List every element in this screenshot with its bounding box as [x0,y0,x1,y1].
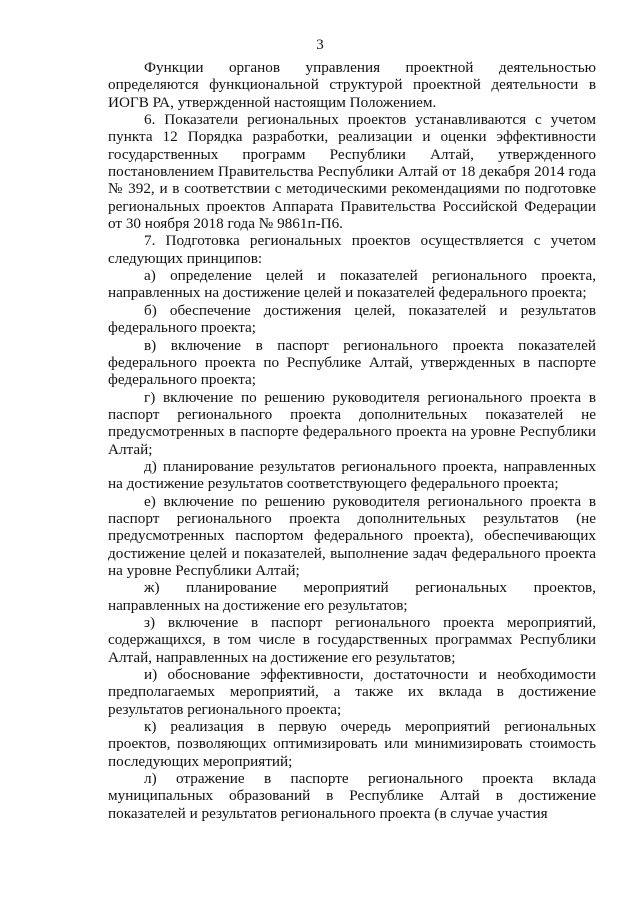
paragraph-subitem-l: л) отражение в паспорте регионального проекта вклада муниципальных образований в Республике Алтай в достижение показателей и результатов регионального проекта (в случае участия [108,770,596,822]
paragraph-item-7: 7. Подготовка региональных проектов осуществляется с учетом следующих принципов: [108,232,596,267]
paragraph-item-6: 6. Показатели региональных проектов устанавливаются с учетом пункта 12 Порядка разработки, реализации и оценки эффективности государственных программ Республики Алтай, утвержденного постановлением Правительства Республики Алтай от 18 декабря 2014 года № 392, и в соответствии с методическими рекомендациями по подготовке региональных проектов Аппарата Правительства Российской Федерации от 30 ноября 2018 года № 9861п-П6. [108,111,596,233]
document-body [108,59,596,822]
page-number: 3 [316,37,324,53]
paragraph-subitem-g: г) включение по решению руководителя регионального проекта в паспорт регионального проекта дополнительных показателей не предусмотренных в паспорте федерального проекта на уровне Республики Алтай; [108,388,596,458]
paragraph-subitem-z: з) включение в паспорт регионального проекта мероприятий, содержащихся, в том числе в государственных программах Республики Алтай, направленных на достижение его результатов; [108,614,596,666]
paragraph-functions: Функции органов управления проектной деятельностью определяются функциональной структурой проектной деятельности в ИОГВ РА, утвержденной настоящим Положением. [108,59,596,111]
paragraph-subitem-a: а) определение целей и показателей регионального проекта, направленных на достижение целей и показателей федерального проекта; [108,267,596,302]
paragraph-subitem-k: к) реализация в первую очередь мероприятий региональных проектов, позволяющих оптимизировать или минимизировать стоимость последующих мероприятий; [108,718,596,770]
paragraph-subitem-v: в) включение в паспорт регионального проекта показателей федерального проекта по Республике Алтай, утвержденных в паспорте федерального проекта; [108,336,596,389]
paragraph-subitem-e: е) включение по решению руководителя регионального проекта в паспорт регионального проекта дополнительных результатов (не предусмотренных паспортом федерального проекта), обеспечивающих достижение целей и показателей, выполнение задач федерального проекта на уровне Республики Алтай; [108,492,596,579]
paragraph-subitem-zh: ж) планирование мероприятий региональных проектов, направленных на достижение его результатов; [108,579,596,614]
paragraph-subitem-b: б) обеспечение достижения целей, показателей и результатов федерального проекта; [108,301,596,337]
paragraph-subitem-d: д) планирование результатов регионального проекта, направленных на достижение результатов соответствующего федерального проекта; [108,457,596,493]
paragraph-subitem-i: и) обоснование эффективности, достаточности и необходимости предполагаемых мероприятий, а также их вклада в достижение результатов регионального проекта; [108,666,596,718]
